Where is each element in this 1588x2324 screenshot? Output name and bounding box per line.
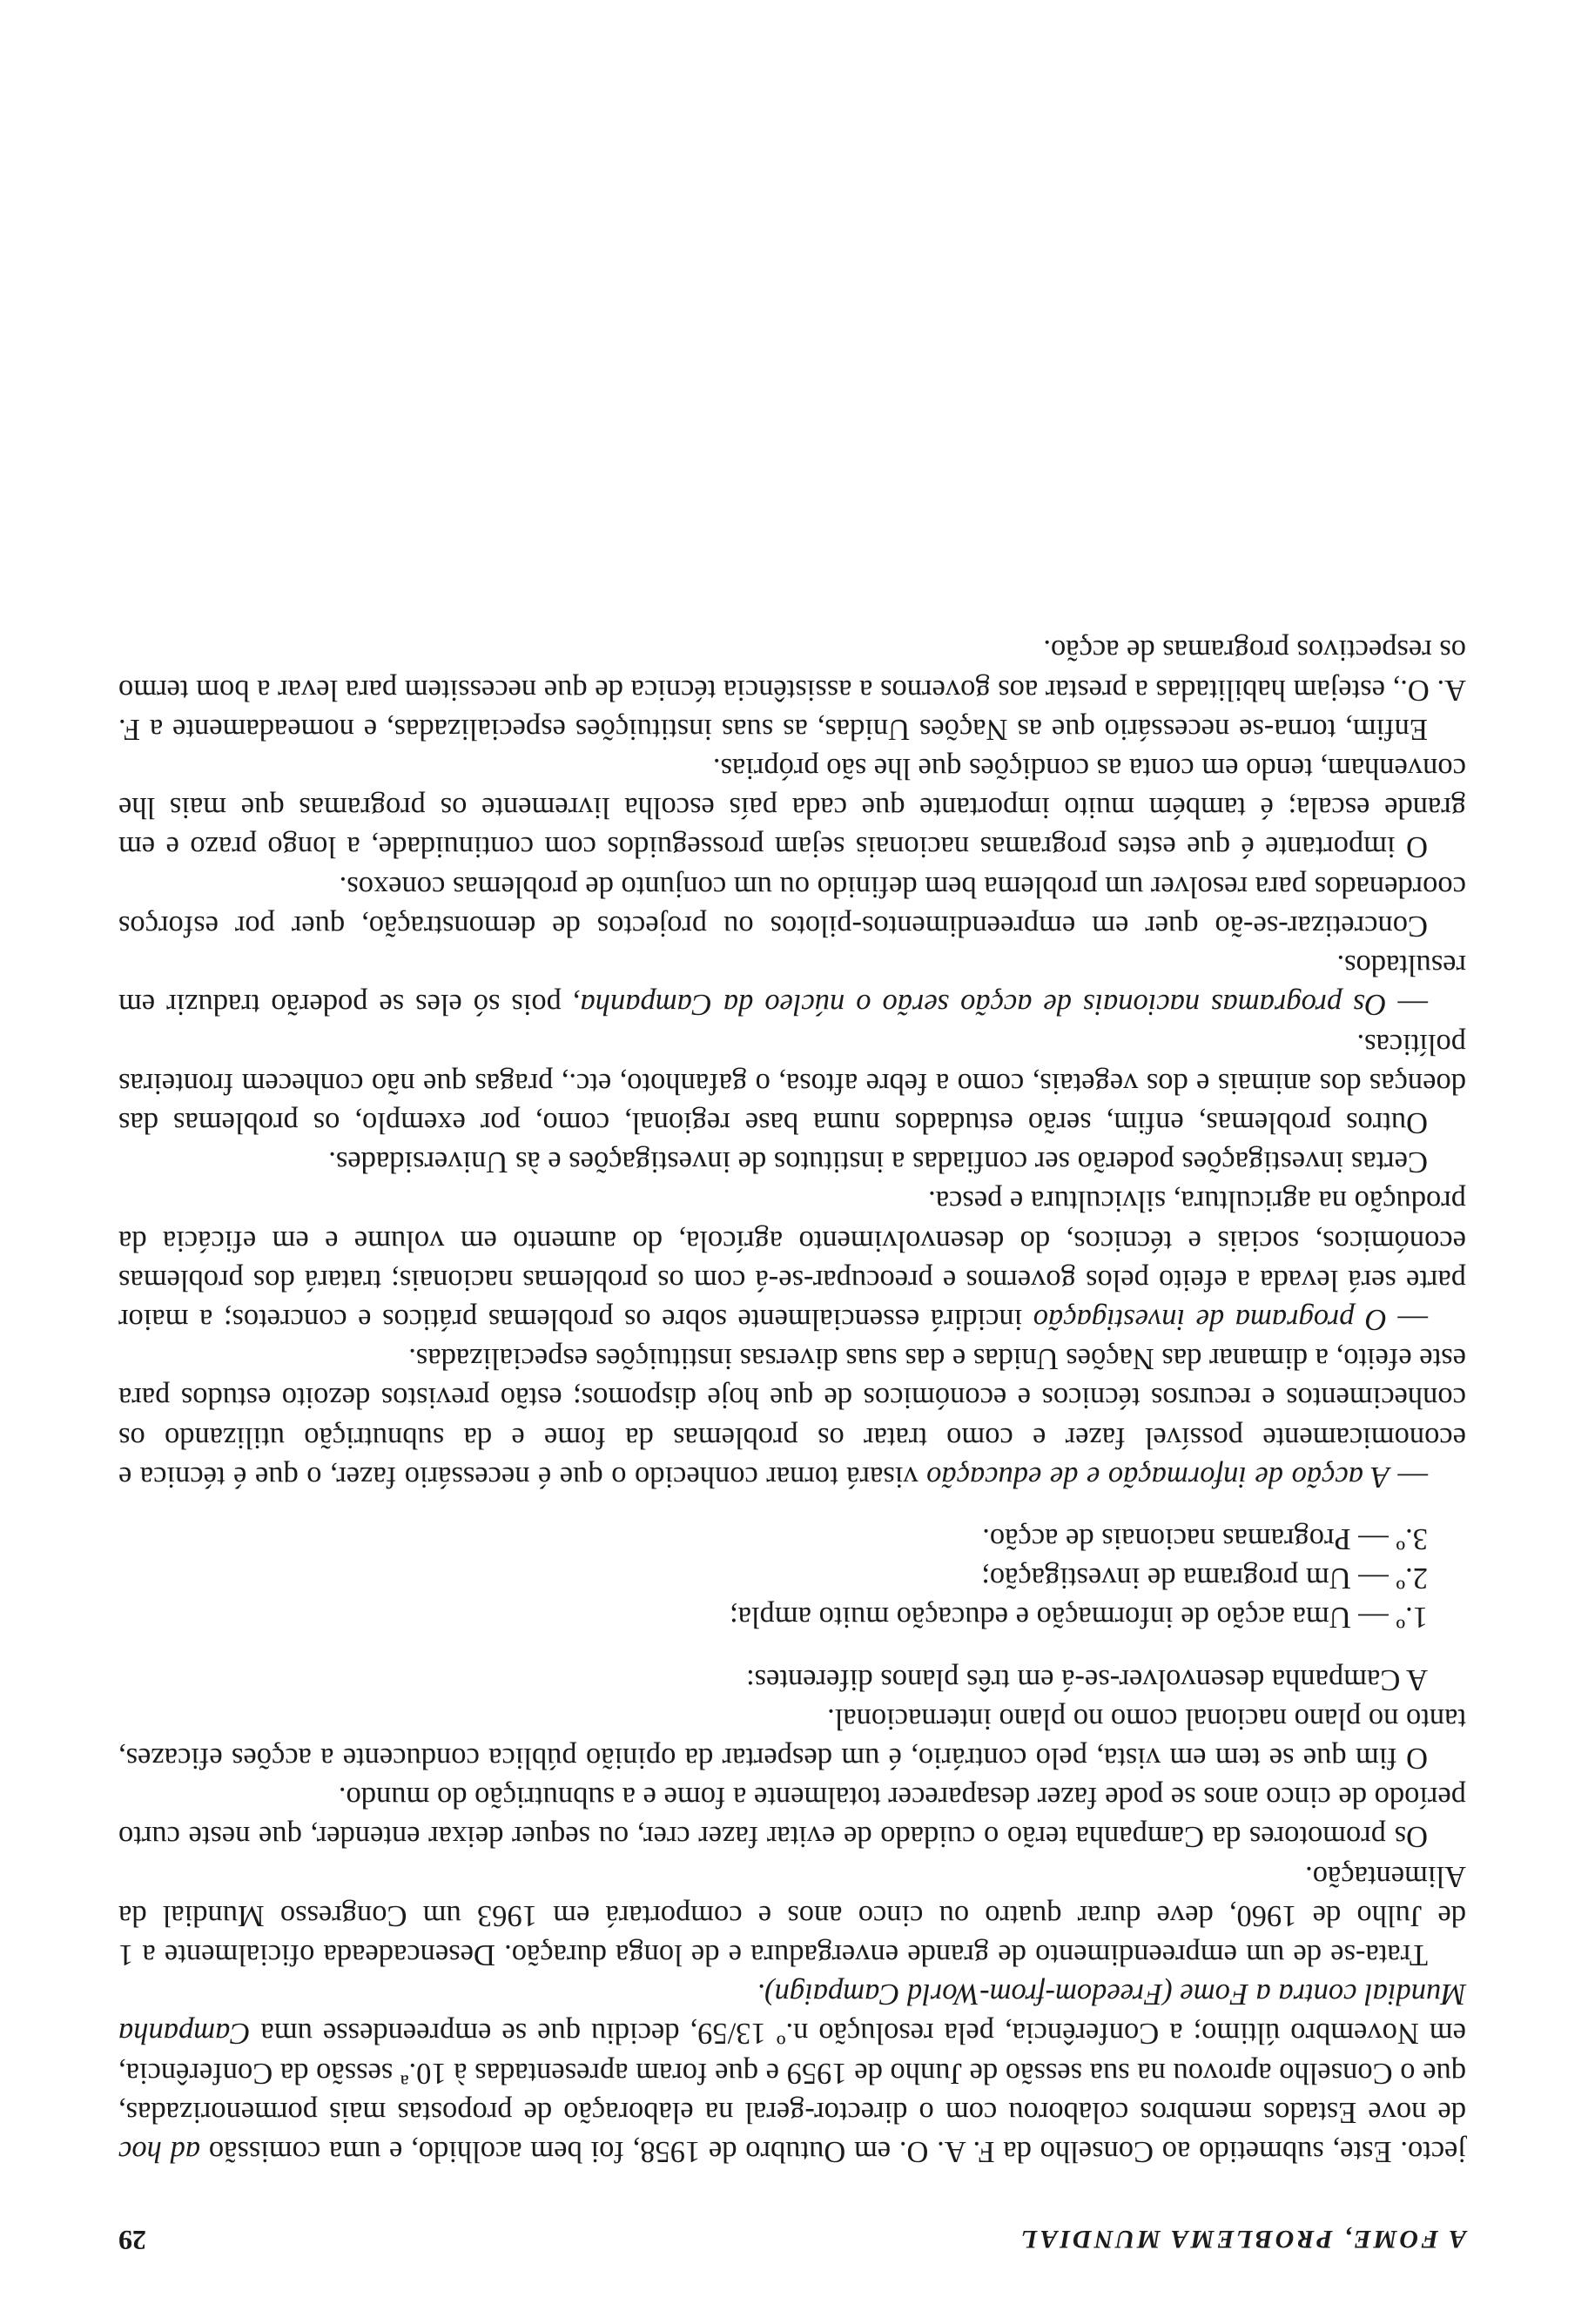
running-title: A FOME, PROBLEMA MUNDIAL <box>1019 2225 1466 2253</box>
paragraph: Trata-se de um empreendimento de grande envergadura e de longa duração. Desencadeada oficialmente a 1 de Julho de 1960, deve durar quatro ou cinco anos e comportará em 1963 um Congresso Mundial da Alimentação. <box>118 1859 1466 1971</box>
paragraph: Certas investigações poderão ser confiadas a institutos de investigações e às Universidades. <box>328 1145 1428 1179</box>
list-item: 1.º — Uma acção de informação e educação muito ampla; <box>730 1601 1428 1635</box>
paragraph: Enfim, torna-se necessário que as Nações Unidas, as suas instituições especializadas, e nomeadamente a F. A. O., estejam habilitadas a prestar aos governos a assistência técnica de que necessitem para levar a bom termo os respectivos programas de acção. <box>118 634 1466 746</box>
paragraph: — O programa de investigação incidirá essencialmente sobre os problemas práticos e concretos; a maior parte será levada a efeito pelos governos e preocupar-se-á com os problemas nacionais; tratará dos problemas económicos, sociais e técnicos, do desenvolvimento agrícola, do aumento em volume e em eficácia da produção na agricultura, silvicultura e pesca. <box>118 1185 1466 1336</box>
paragraph: O fim que se tem em vista, pelo contrário, é um despertar da opinião pública conducente a acções eficazes, tanto no plano nacional como no plano internacional. <box>118 1702 1466 1775</box>
paragraph: Os promotores da Campanha terão o cuidado de evitar fazer crer, ou sequer deixar entender, que neste curto período de cinco anos se pode fazer desaparecer totalmente a fome e a subnutrição do mundo. <box>118 1781 1466 1854</box>
page-header <box>118 2204 1466 2256</box>
paragraph: Concretizar-se-ão quer em empreendimentos-pilotos ou projectos de demonstração, quer por esforços coordenados para resolver um problema bem definido ou um conjunto de problemas conexos. <box>118 870 1466 943</box>
paragraph: jecto. Este, submetido ao Conselho da F. A. O. em Outubro de 1958, foi bem acolhido, e uma comissão ad hoc de nove Estados membros colaborou com o director-geral na elaboração de propostas mais pormenorizadas, que o Conselho aprovou na sua sessão de Junho de 1959 e que foram apresentadas à 10.ª sessão da Conferência, em Novembro último; a Conferência, pela resolução n.º 13/59, decidiu que se empreendesse uma Campanha Mundial contra a Fome (Freedom-from-World Campaign). <box>118 1978 1466 2168</box>
page-number: 29 <box>118 2225 146 2256</box>
body-text <box>118 630 1466 2171</box>
paragraph: Outros problemas, enfim, serão estudados numa base regional, como, por exemplo, os problemas das doenças dos animais e dos vegetais, como a febre aftosa, o gafanhoto, etc., pragas que não conhecem fronteiras políticas. <box>118 1027 1466 1139</box>
paragraph: — Os programas nacionais de acção serão o núcleo da Campanha, pois só eles se poderão traduzir em resultados. <box>118 949 1466 1022</box>
paragraph: — A acção de informação e de educação visará tornar conhecido o que é necessário fazer, o que é técnica e economicamente possível fazer e como tratar os problemas da fome e da subnutrição utilizando os conhecimentos e recursos técnicos e económicos de que hoje dispomos; estão previstos dezoito estudos para este efeito, a dimanar das Nações Unidas e das suas diversas instituições especializadas. <box>118 1342 1466 1494</box>
paragraph: O importante é que estes programas nacionais sejam prosseguidos com continuidade, a longo prazo e em grande escala; é também muito importante que cada país escolha livremente os programas que mais lhe convenham, tendo em conta as condições que lhe são próprias. <box>118 752 1466 864</box>
page-content <box>118 630 1466 2256</box>
list-item: 3.º — Programas nacionais de acção. <box>982 1521 1428 1555</box>
list-item: 2.º — Um programa de investigação; <box>981 1562 1428 1595</box>
paragraph: A Campanha desenvolver-se-á em três planos diferentes: <box>746 1662 1428 1696</box>
